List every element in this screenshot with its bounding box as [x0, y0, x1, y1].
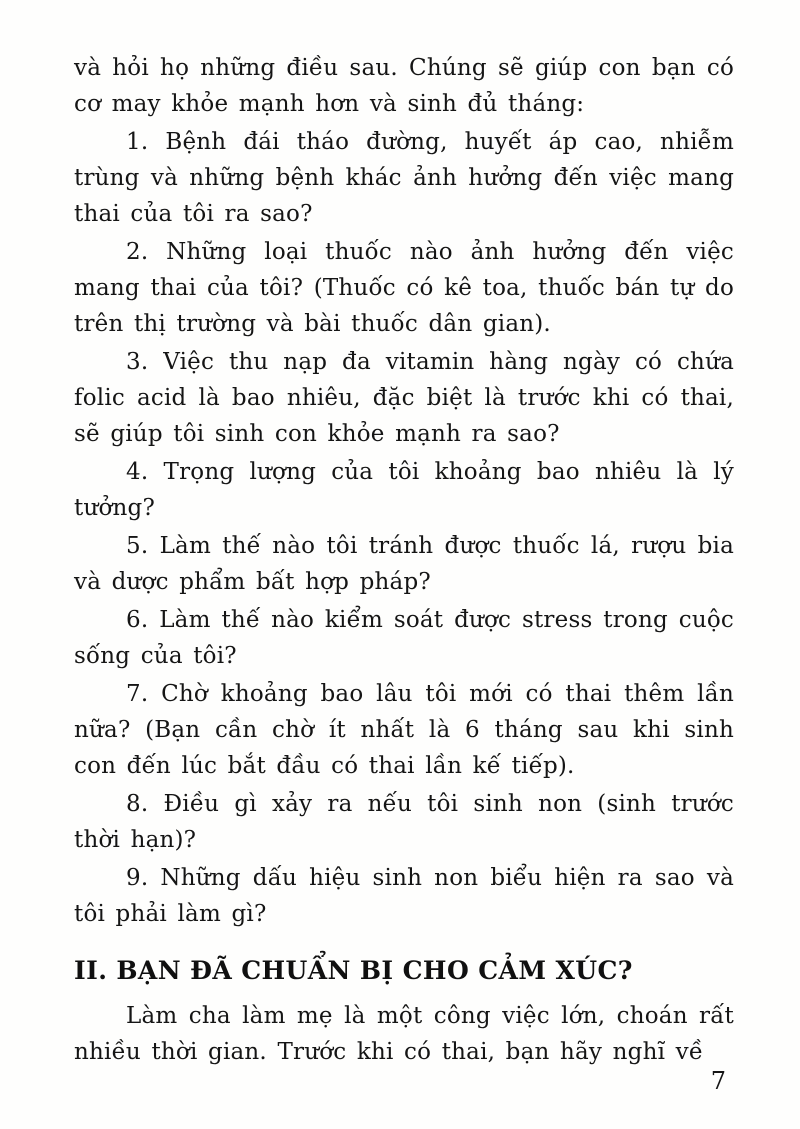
- question-item-1: 1. Bệnh đái tháo đường, huyết áp cao, nhiễm trùng và những bệnh khác ảnh hưởng đến việc mang thai của tôi ra sao?: [74, 129, 734, 227]
- page-number: 7: [710, 1067, 726, 1095]
- intro-paragraph: và hỏi họ những điều sau. Chúng sẽ giúp con bạn có cơ may khỏe mạnh hơn và sinh đủ tháng:: [74, 55, 734, 117]
- question-item-8: 8. Điều gì xảy ra nếu tôi sinh non (sinh trước thời hạn)?: [74, 791, 734, 853]
- question-item-5: 5. Làm thế nào tôi tránh được thuốc lá, rượu bia và dược phẩm bất hợp pháp?: [74, 533, 734, 595]
- question-item-6: 6. Làm thế nào kiểm soát được stress trong cuộc sống của tôi?: [74, 607, 734, 669]
- question-item-7: 7. Chờ khoảng bao lâu tôi mới có thai thêm lần nữa? (Bạn cần chờ ít nhất là 6 tháng sau khi sinh con đến lúc bắt đầu có thai lần kế tiếp).: [74, 681, 734, 779]
- section-paragraph: Làm cha làm mẹ là một công việc lớn, choán rất nhiều thời gian. Trước khi có thai, bạn hãy nghĩ về: [74, 1003, 734, 1065]
- question-item-4: 4. Trọng lượng của tôi khoảng bao nhiêu là lý tưởng?: [74, 459, 734, 521]
- page-body: [74, 50, 734, 1070]
- question-item-2: 2. Những loại thuốc nào ảnh hưởng đến việc mang thai của tôi? (Thuốc có kê toa, thuốc bán tự do trên thị trường và bài thuốc dân gian).: [74, 239, 734, 337]
- question-item-9: 9. Những dấu hiệu sinh non biểu hiện ra sao và tôi phải làm gì?: [74, 865, 734, 927]
- section-heading: II. BẠN ĐÃ CHUẨN BỊ CHO CẢM XÚC?: [74, 956, 633, 985]
- question-item-3: 3. Việc thu nạp đa vitamin hàng ngày có chứa folic acid là bao nhiêu, đặc biệt là trước khi có thai, sẽ giúp tôi sinh con khỏe mạnh ra sao?: [74, 349, 734, 447]
